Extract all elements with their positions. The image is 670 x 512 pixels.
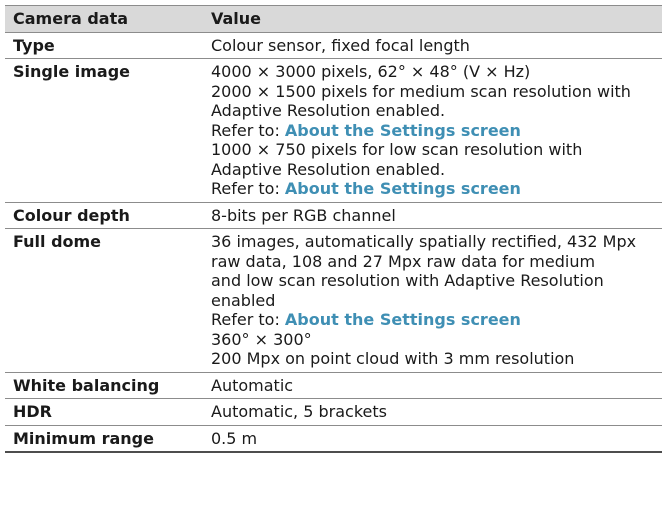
row-label: White balancing (5, 372, 203, 399)
value-line: 0.5 m (211, 428, 258, 448)
table-header-row (5, 6, 662, 33)
table-row (5, 202, 662, 229)
value-line: Automatic, 5 brackets (211, 402, 387, 421)
row-value (203, 59, 662, 203)
settings-screen-link[interactable]: About the Settings screen (284, 120, 521, 140)
row-value (203, 202, 662, 229)
row-value (203, 229, 662, 373)
camera-data-table (5, 5, 662, 453)
table-row (5, 425, 662, 452)
table-row (5, 229, 662, 373)
value-line: and low scan resolution with Adaptive Resolution (211, 271, 604, 290)
settings-screen-link[interactable]: About the Settings screen (284, 179, 521, 198)
value-line: enabled (211, 290, 276, 310)
table-row (5, 372, 662, 399)
row-label: Colour depth (5, 202, 203, 229)
header-value: Value (203, 6, 662, 33)
value-line: Adaptive Resolution enabled. (211, 159, 446, 179)
row-value (203, 399, 662, 426)
row-label: Type (5, 32, 203, 59)
refer-to-prefix: Refer to: (211, 179, 285, 198)
row-label: HDR (5, 399, 203, 426)
value-line: 4000 × 3000 pixels, 62° × 48° (V × Hz) (211, 62, 531, 81)
row-value (203, 425, 662, 452)
value-line: Colour sensor, fixed focal length (211, 35, 470, 55)
value-line: 2000 × 1500 pixels for medium scan resolution with (211, 81, 631, 101)
reference-line (211, 179, 654, 199)
value-line: Adaptive Resolution enabled. (211, 101, 446, 120)
reference-line (211, 121, 654, 141)
value-line: Automatic (211, 375, 294, 395)
refer-to-prefix: Refer to: (211, 310, 285, 329)
table-row (5, 399, 662, 426)
table-row (5, 32, 662, 59)
row-label: Single image (5, 59, 203, 203)
table-row (5, 59, 662, 203)
refer-to-prefix: Refer to: (211, 120, 285, 140)
value-line: raw data, 108 and 27 Mpx raw data for medium (211, 251, 596, 271)
value-line: 8-bits per RGB channel (211, 205, 396, 225)
value-line: 360° × 300° (211, 329, 312, 349)
row-label: Minimum range (5, 425, 203, 452)
row-value (203, 32, 662, 59)
value-line: 1000 × 750 pixels for low scan resolution with (211, 140, 583, 159)
value-line: 200 Mpx on point cloud with 3 mm resolution (211, 349, 575, 368)
reference-line (211, 310, 654, 330)
settings-screen-link[interactable]: About the Settings screen (284, 310, 521, 329)
table-body (5, 32, 662, 452)
row-value (203, 372, 662, 399)
header-camera-data: Camera data (5, 6, 203, 33)
row-label: Full dome (5, 229, 203, 373)
value-line: 36 images, automatically spatially rectified, 432 Mpx (211, 232, 637, 251)
